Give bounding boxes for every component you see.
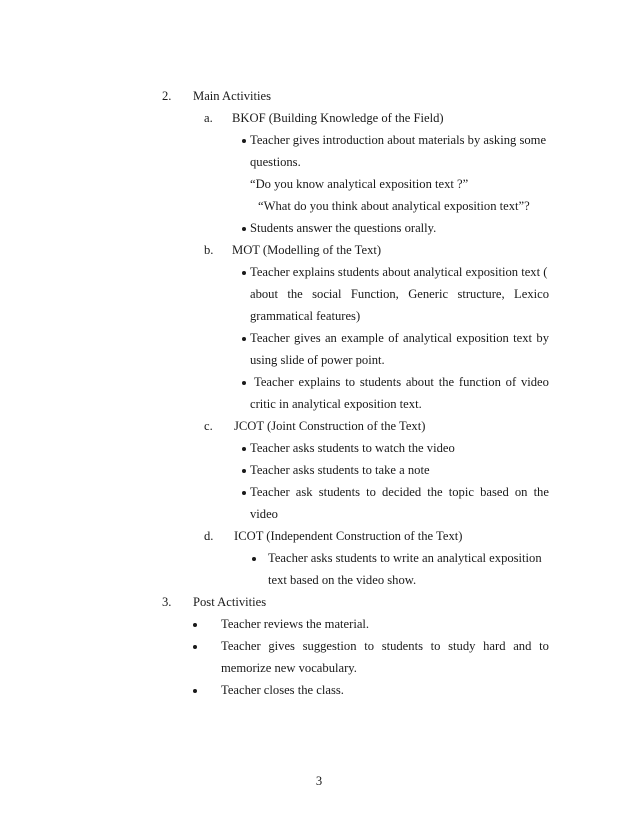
word: on [514, 485, 528, 499]
word: about [405, 375, 434, 389]
word: decided [381, 485, 422, 499]
word: function [458, 375, 501, 389]
bullet-text-continued: grammatical features) [250, 309, 361, 323]
word: the [533, 485, 549, 499]
bullet-icon [242, 381, 246, 385]
bullet-icon [242, 337, 246, 341]
word: analytical [403, 331, 452, 345]
bullet-icon [193, 623, 197, 627]
word: social [312, 287, 342, 301]
subsection-title: JCOT (Joint Construction of the Text) [234, 419, 426, 433]
justified-line [250, 331, 549, 346]
page-number: 3 [315, 774, 323, 788]
word: to [364, 639, 374, 653]
word: based [480, 485, 509, 499]
word: of [388, 331, 399, 345]
bullet-text: Teacher explains students about analytical exposition text ( [250, 265, 548, 279]
bullet-text-continued: critic in analytical exposition text. [250, 397, 422, 411]
bullet-icon [242, 447, 246, 451]
quoted-question: “What do you think about analytical exposition text”? [258, 199, 530, 213]
word: structure, [457, 287, 505, 301]
word: suggestion [302, 639, 357, 653]
word: example [341, 331, 384, 345]
bullet-text: Teacher asks students to watch the video [250, 441, 455, 455]
subsection-letter: c. [204, 419, 213, 433]
subsection-letter: a. [204, 111, 213, 125]
word: ask [295, 485, 313, 499]
word: Teacher [250, 331, 290, 345]
subsection-letter: b. [204, 243, 214, 257]
word: Function, [350, 287, 399, 301]
word: students [381, 639, 423, 653]
word: by [536, 331, 549, 345]
bullet-text: Teacher gives introduction about materials by asking some [250, 133, 547, 147]
bullet-text-continued: text based on the video show. [268, 573, 417, 587]
word: and [513, 639, 532, 653]
word: Lexico [514, 287, 549, 301]
word: video [520, 375, 549, 389]
bullet-text: Teacher asks students to take a note [250, 463, 430, 477]
bullet-icon [242, 469, 246, 473]
bullet-text: Teacher closes the class. [221, 683, 344, 697]
subsection-title: MOT (Modelling of the Text) [232, 243, 382, 257]
section-title: Main Activities [193, 89, 272, 103]
bullet-text-continued: video [250, 507, 278, 521]
word: students [318, 485, 360, 499]
justified-line [250, 287, 549, 302]
word: Teacher [221, 639, 261, 653]
word: the [427, 485, 443, 499]
bullet-icon [242, 139, 246, 143]
quoted-question: “Do you know analytical exposition text ?” [250, 177, 469, 191]
word: of [505, 375, 517, 389]
subsection-letter: d. [204, 529, 214, 543]
bullet-icon [193, 645, 197, 649]
word: text [513, 331, 533, 345]
justified-line [250, 485, 549, 500]
bullet-icon [242, 271, 246, 275]
section-number: 3. [162, 595, 172, 609]
bullet-icon [242, 491, 246, 495]
word: topic [448, 485, 474, 499]
word: the [287, 287, 303, 301]
bullet-icon [242, 227, 246, 231]
word: students [359, 375, 402, 389]
word: explains [298, 375, 341, 389]
word: to [539, 639, 549, 653]
word: to [430, 639, 441, 653]
word: Teacher [250, 485, 290, 499]
word: to [345, 375, 356, 389]
word: an [324, 331, 337, 345]
justified-line [254, 375, 549, 390]
justified-line [221, 639, 549, 654]
bullet-icon [193, 689, 197, 693]
section-number: 2. [162, 89, 172, 103]
bullet-text: Teacher reviews the material. [221, 617, 370, 631]
bullet-text-continued: memorize new vocabulary. [221, 661, 357, 675]
word: the [438, 375, 455, 389]
subsection-title: BKOF (Building Knowledge of the Field) [232, 111, 444, 125]
bullet-text-continued: using slide of power point. [250, 353, 385, 367]
bullet-icon [252, 557, 256, 561]
word: Teacher [254, 375, 294, 389]
bullet-text: Students answer the questions orally. [250, 221, 437, 235]
bullet-text-continued: questions. [250, 155, 301, 169]
word: study [448, 639, 476, 653]
word: gives [268, 639, 295, 653]
section-title: Post Activities [193, 595, 267, 609]
word: exposition [456, 331, 509, 345]
word: Generic [408, 287, 449, 301]
word: to [366, 485, 376, 499]
word: gives [294, 331, 321, 345]
bullet-text: Teacher asks students to write an analytical exposition [268, 551, 542, 565]
word: hard [483, 639, 506, 653]
word: about [250, 287, 278, 301]
subsection-title: ICOT (Independent Construction of the Text) [234, 529, 463, 543]
